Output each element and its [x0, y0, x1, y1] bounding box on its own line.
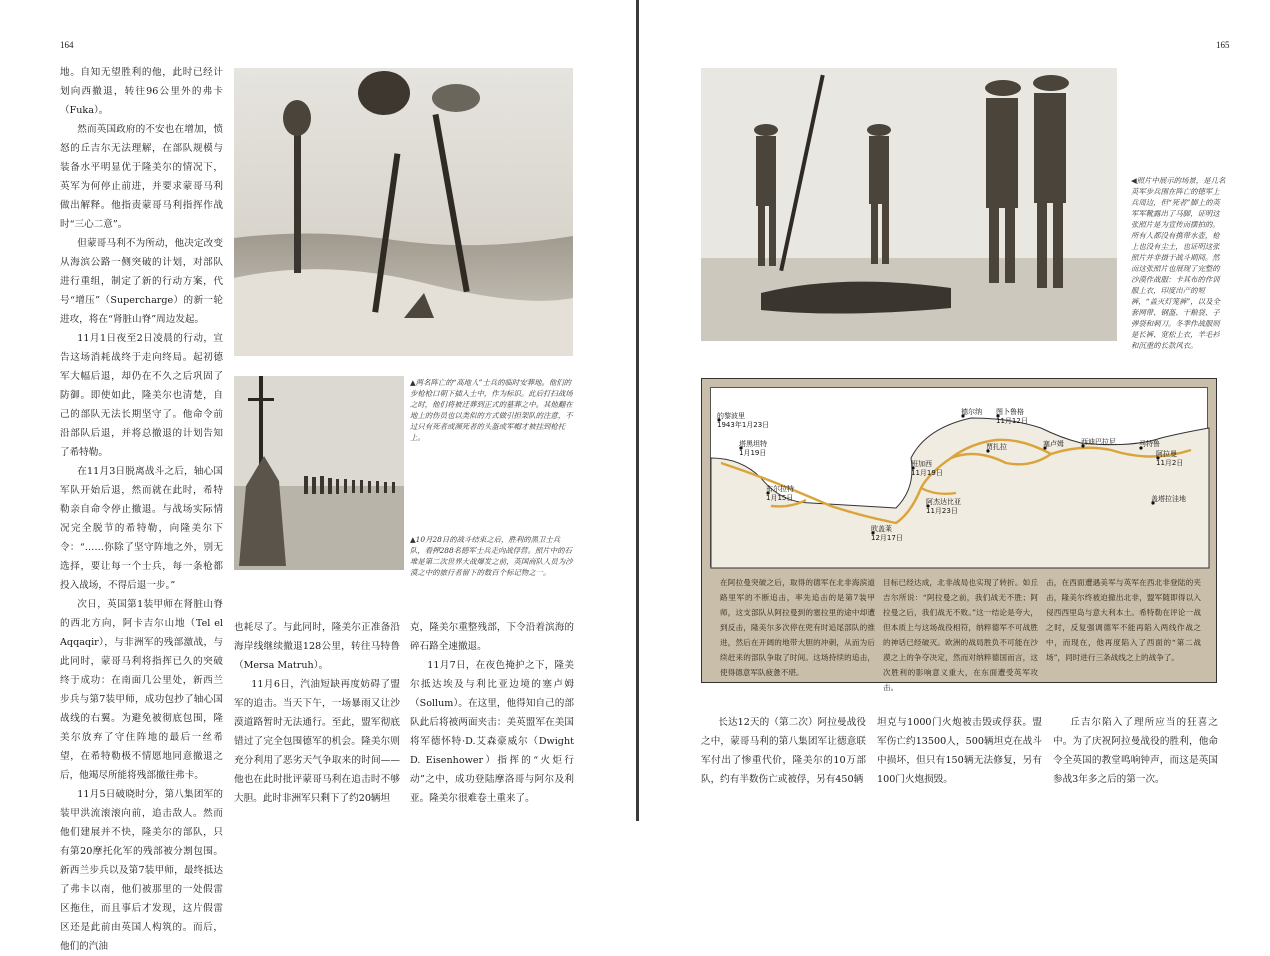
map-label-sirte: 布尔拉特: [766, 485, 794, 493]
map-label-tobruk: 图卜鲁格: [996, 408, 1024, 416]
map-date-el-agheila: 12月17日: [871, 534, 903, 542]
map-date-agedabia: 11月23日: [926, 507, 958, 515]
map-date-buerat: 1月19日: [739, 449, 767, 457]
map-date-el-alamein: 11月2日: [1156, 459, 1184, 467]
caption-staged-soldiers: ◀照片中展示的场景，是几名英军步兵围在阵亡的德军上兵周边，但“死者”脚上的英军军靴露出了马脚，证明这张照片是为宣传而摆拍的。所有人都没有携带水壶，枪上也没有尘土，也证明这张照片并非摄于战斗期间。然而这张照片也展现了完整的沙漠作战服：卡其布的作训服上衣，印度出产的短裤，“盖灭灯笼裤”，以及全套网带、钢盔、干粮袋、子弹袋和刺刀。冬季作战服则是长裤、宽松上衣，羊毛衫和沉重的长款风衣。: [1131, 176, 1226, 350]
map-text-column-3: 击，在西面遭遇美军与英军在西北非登陆的夹击，隆美尔终被迫撤出北非，盟军随即得以入侵西西里岛与意大利本土。希特勒在评论一战之时，反复强调德军不能再陷入两线作战之中，而现在，他再度陷入了西面的“第二战场”，同时进行三条战线之上的战争了。: [1046, 578, 1201, 662]
paragraph: 11月1日夜至2日凌晨的行动，宣告这场消耗战终于走向终局。起初德军大幅后退，却仍在不久之后巩固了防御。即使如此，隆美尔也清楚，自己的部队无法长期坚守了。他命令前沿部队后退，并将总撤退的计划告知了希特勒。: [60, 333, 223, 458]
map-label-el-agheila: 欧盖莱: [871, 525, 892, 533]
paragraph: 但蒙哥马利不为所动，他决定改变从海滨公路一侧突破的计划，对部队进行重组，制定了新的行动方案，代号“增压”（Supercharge）的新一轮进攻，将在“肾脏山脊”周边发起。: [60, 238, 223, 325]
photo-cairn-prisoners: [234, 376, 404, 570]
map-date-tobruk: 11月12日: [996, 417, 1028, 425]
map-label-qattara: 盖塔拉洼地: [1151, 495, 1186, 503]
body-column-2: [234, 618, 400, 804]
map-date-sirte: 1月15日: [766, 494, 794, 502]
body-column-r1: [701, 713, 866, 793]
body-column-3: [410, 618, 574, 804]
map-label-agedabia: 阿杰达比亚: [926, 498, 961, 506]
map-label-el-alamein: 阿拉曼: [1156, 450, 1177, 458]
paragraph: 在11月3日脱离战斗之后，轴心国军队开始后退，然而就在此时，希特勒亲自命令停止撤退。与战场实际情况完全脱节的希特勒，向隆美尔下令：“……你除了坚守阵地之外，别无选择，要让每一个士兵，每一条枪都投入战场，不得后退一步。”: [60, 466, 223, 591]
map-label-benghazi: 班加西: [911, 460, 932, 468]
photo-rifle-graves: [234, 68, 573, 356]
paragraph: 长达12天的（第二次）阿拉曼战役之中，蒙哥马利的第八集团军让德意联军付出了惨重代价，隆美尔的10万部队，约有半数伤亡或被俘，另有450辆: [701, 717, 866, 785]
map-label-mersa-matruh: 马特鲁: [1139, 440, 1160, 448]
pursuit-map-svg: [711, 388, 1209, 568]
staged-soldiers-illustration: [701, 68, 1117, 341]
paragraph: 然而英国政府的不安也在增加，愤怒的丘吉尔无法理解，在部队规模与装备水平明显优于隆美尔的情况下，英军为何停止前进，并要求蒙哥马利做出解释。他指责蒙哥马利指挥作战时“三心二意”。: [60, 124, 223, 230]
body-column-r2: [877, 713, 1042, 793]
pursuit-map-panel: [701, 378, 1217, 692]
map-label-sollum: 塞卢姆: [1043, 440, 1064, 448]
caption-cairn-prisoners: ▲10月28日的战斗结束之后，胜利的黑卫士兵队，看押288名德军士兵走向战俘营。照片中的石堆是第二次世界大战爆发之前，英国商队人员为沙漠之中的旅行者留下的数百个标记物之一。: [410, 535, 573, 577]
map-label-el-gazala: 贾扎拉: [986, 443, 1007, 451]
paragraph: 也耗尽了。与此同时，隆美尔正准备沿海岸线继续撤退128公里，转往马特鲁（Mersa Matruh）。: [234, 622, 400, 671]
paragraph: 11月6日，汽油短缺再度妨碍了盟军的追击。当天下午，一场暴雨又让沙漠道路暂时无法通行。至此，盟军彻底错过了完全包围德军的机会。隆美尔则充分利用了恶劣天气争取来的时间——他也在此时批评蒙哥马利在追击时不够大胆。此时非洲军只剩下了约20辆坦: [234, 679, 400, 804]
rifle-graves-illustration: [234, 68, 573, 356]
paragraph: 次日，英国第1装甲师在肾脏山脊的西北方向，阿卡吉尔山地（Tel el Aqqaqir），与非洲军的残部激战，与此同时，蒙哥马利将指挥已久的突破终于成功：在南面几公里处，新西兰步兵与第7装甲师，成功包抄了轴心国战线的右翼。为避免被彻底包围，隆美尔放弃了守住阵地的最后一丝希望，在希特勒极不情愿地同意撤退之后，他竭尽所能将残部撤往弗卡。: [60, 599, 223, 781]
map-date-benghazi: 11月19日: [911, 469, 943, 477]
paragraph: 坦克与1000门火炮被击毁或俘获。盟军伤亡约13500人，500辆坦克在战斗中损坏，但只有150辆无法修复，另有100门火炮损毁。: [877, 717, 1042, 785]
page-number-left: 164: [60, 40, 74, 50]
left-page: [0, 0, 636, 952]
photo-staged-soldiers: [701, 68, 1117, 341]
paragraph: 11月7日，在夜色掩护之下，隆美尔抵达埃及与利比亚边境的塞卢姆（Sollum）。在这里，他得知自己的部队此后将被两面夹击：美英盟军在美国将军德怀特·D.艾森豪威尔（Dwight D. Eisenhower）指挥的“火炬行动”之中，成功登陆摩洛哥与阿尔及利亚。隆美尔很难卷土重来了。: [410, 660, 574, 804]
page-number-right: 165: [1216, 40, 1230, 50]
map-date-tripoli: 1943年1月23日: [717, 421, 770, 429]
right-page: [639, 0, 1270, 821]
map-text-column-1: 在阿拉曼突破之后，取得的德军在北非海滨道路里军的不断追击，率先追击的是第7装甲师，这支部队从阿拉曼到的塞拉里的途中却遭到反击，隆美尔多次停在兜有时追尾部队的推进，然后在开阔的地带大胆的冲刺，从而为后续赶来的部队争取了时间。这场持续的追击，使得德意军队疲惫不堪。: [720, 578, 875, 677]
map-text-column-2: 目标已经达成，北非战局也实现了转折。如丘吉尔所说：“阿拉曼之前，我们战无不胜；阿拉曼之后，我们战无不败。”这一结论是夸大，但本质上与这场战役相符，纳粹德军不可战胜的神话已经破灭。欧洲的战局胜负不可能在沙漠之上的争夺决定，然而对纳粹德国而言，这次胜利的影响意义重大，在东面遭受英军攻击。: [883, 578, 1038, 692]
caption-rifle-graves: ▲两名阵亡的“高地人”士兵的临时安葬地。他们的步枪枪口朝下插入土中，作为标识。此后打扫战场之时，他们将被迁葬到正式的墓葬之中。其他翻在地上的伤员也以类似的方式做引担架队的注意，不过只有死者或濒死者的头盔或军帽才被挂到枪托上。: [410, 378, 573, 442]
cairn-prisoners-illustration: [234, 376, 404, 570]
pursuit-map: [710, 387, 1208, 567]
paragraph: 11月5日破晓时分，第八集团军的装甲洪流滚滚向前，追击敌人。然而他们建展并不快，隆美尔的部队，只有第20摩托化军的残部被分割包围。新西兰步兵以及第7装甲师，最终抵达了弗卡以南，他们被那里的一处假雷区拖住，而且事后才发现，这片假雷区还是此前由英国人构筑的。而后，他们的汽油: [60, 789, 223, 952]
map-label-derna: 德尔纳: [961, 408, 982, 416]
body-column-r3: [1053, 713, 1218, 793]
body-column-1: [60, 63, 223, 952]
paragraph: 克，隆美尔重整残部，下令沿着滨海的碎石路全速撤退。: [410, 622, 574, 652]
map-label-tripoli: 的黎波里: [717, 412, 745, 420]
paragraph: 丘吉尔陷入了理所应当的狂喜之中。为了庆祝阿拉曼战役的胜利，他命令全英国的教堂鸣响钟声，而这是英国参战3年多之后的第一次。: [1053, 717, 1218, 785]
map-label-sidi-barrani: 西迪巴拉尼: [1081, 438, 1116, 446]
paragraph: 地。自知无望胜利的他，此时已经计划向西撤退，转往96公里外的弗卡（Fuka）。: [60, 67, 223, 116]
map-label-buerat: 塔黑坦特: [739, 440, 767, 448]
